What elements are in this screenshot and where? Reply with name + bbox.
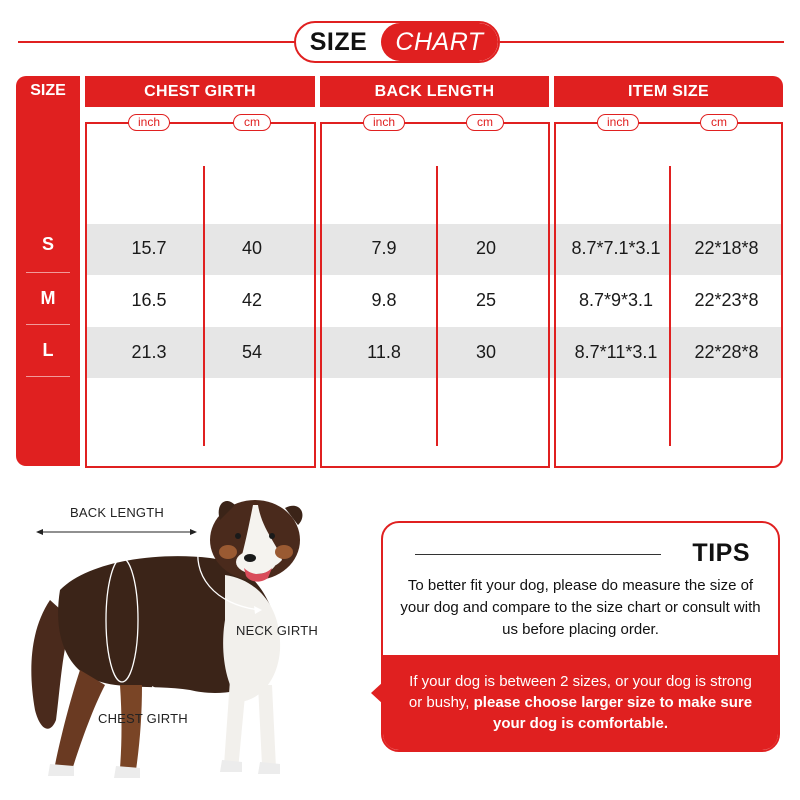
size-divider xyxy=(26,376,70,377)
page-title xyxy=(294,21,500,63)
tips-rule xyxy=(415,554,661,555)
table-cell: 20 xyxy=(475,238,497,258)
tips-note xyxy=(383,655,778,752)
table-cell: 22*18*8 xyxy=(694,238,759,258)
unit-cm: cm xyxy=(233,114,271,131)
table-cell: 8.7*11*3.1 xyxy=(574,342,658,362)
table-cell: 8.7*9*3.1 xyxy=(578,290,654,310)
size-divider xyxy=(26,272,70,273)
table-cell: 16.5 xyxy=(131,290,167,310)
unit-inch: inch xyxy=(597,114,639,131)
tips-title: TIPS xyxy=(692,539,750,567)
back-length-header: BACK LENGTH xyxy=(320,76,549,107)
table-cell: 15.7 xyxy=(131,238,167,258)
header-rule-left xyxy=(18,41,296,43)
neck-girth-label: NECK GIRTH xyxy=(236,623,318,638)
tips-note-plain: If your dog is between 2 sizes, or your dog is strong or bushy, xyxy=(408,673,752,711)
chest-girth-label: CHEST GIRTH xyxy=(98,711,188,726)
unit-cm: cm xyxy=(466,114,504,131)
size-m: M xyxy=(40,288,56,308)
unit-cm: cm xyxy=(700,114,738,131)
unit-inch: inch xyxy=(363,114,405,131)
table-cell: 9.8 xyxy=(371,290,397,310)
size-l: L xyxy=(42,340,54,360)
item-size-header: ITEM SIZE xyxy=(554,76,783,107)
size-s: S xyxy=(41,234,54,254)
table-cell: 8.7*7.1*3.1 xyxy=(571,238,661,258)
size-header: SIZE xyxy=(30,82,66,99)
header-rule-right xyxy=(500,41,784,43)
title-main: SIZE xyxy=(309,27,368,56)
table-cell: 22*28*8 xyxy=(694,342,759,362)
table-cell: 11.8 xyxy=(367,342,401,362)
tips-panel xyxy=(381,521,780,752)
table-cell: 30 xyxy=(475,342,497,362)
chest-girth-header: CHEST GIRTH xyxy=(85,76,315,107)
table-cell: 7.9 xyxy=(371,238,397,258)
table-cell: 42 xyxy=(241,290,263,310)
size-column xyxy=(16,76,80,466)
table-cell: 25 xyxy=(475,290,497,310)
table-cell: 54 xyxy=(241,342,263,362)
unit-inch: inch xyxy=(128,114,170,131)
back-length-label: BACK LENGTH xyxy=(70,505,164,520)
table-cell: 21.3 xyxy=(131,342,167,362)
title-accent: CHART xyxy=(381,23,498,61)
size-divider xyxy=(26,324,70,325)
tips-text: To better fit your dog, please do measure the size of your dog and compare to the size chart or consult with us before placing order. xyxy=(400,577,761,638)
table-cell: 22*23*8 xyxy=(694,290,759,310)
tips-note-bold: please choose larger size to make sure your dog is comfortable. xyxy=(473,694,753,732)
table-cell: 40 xyxy=(241,238,263,258)
